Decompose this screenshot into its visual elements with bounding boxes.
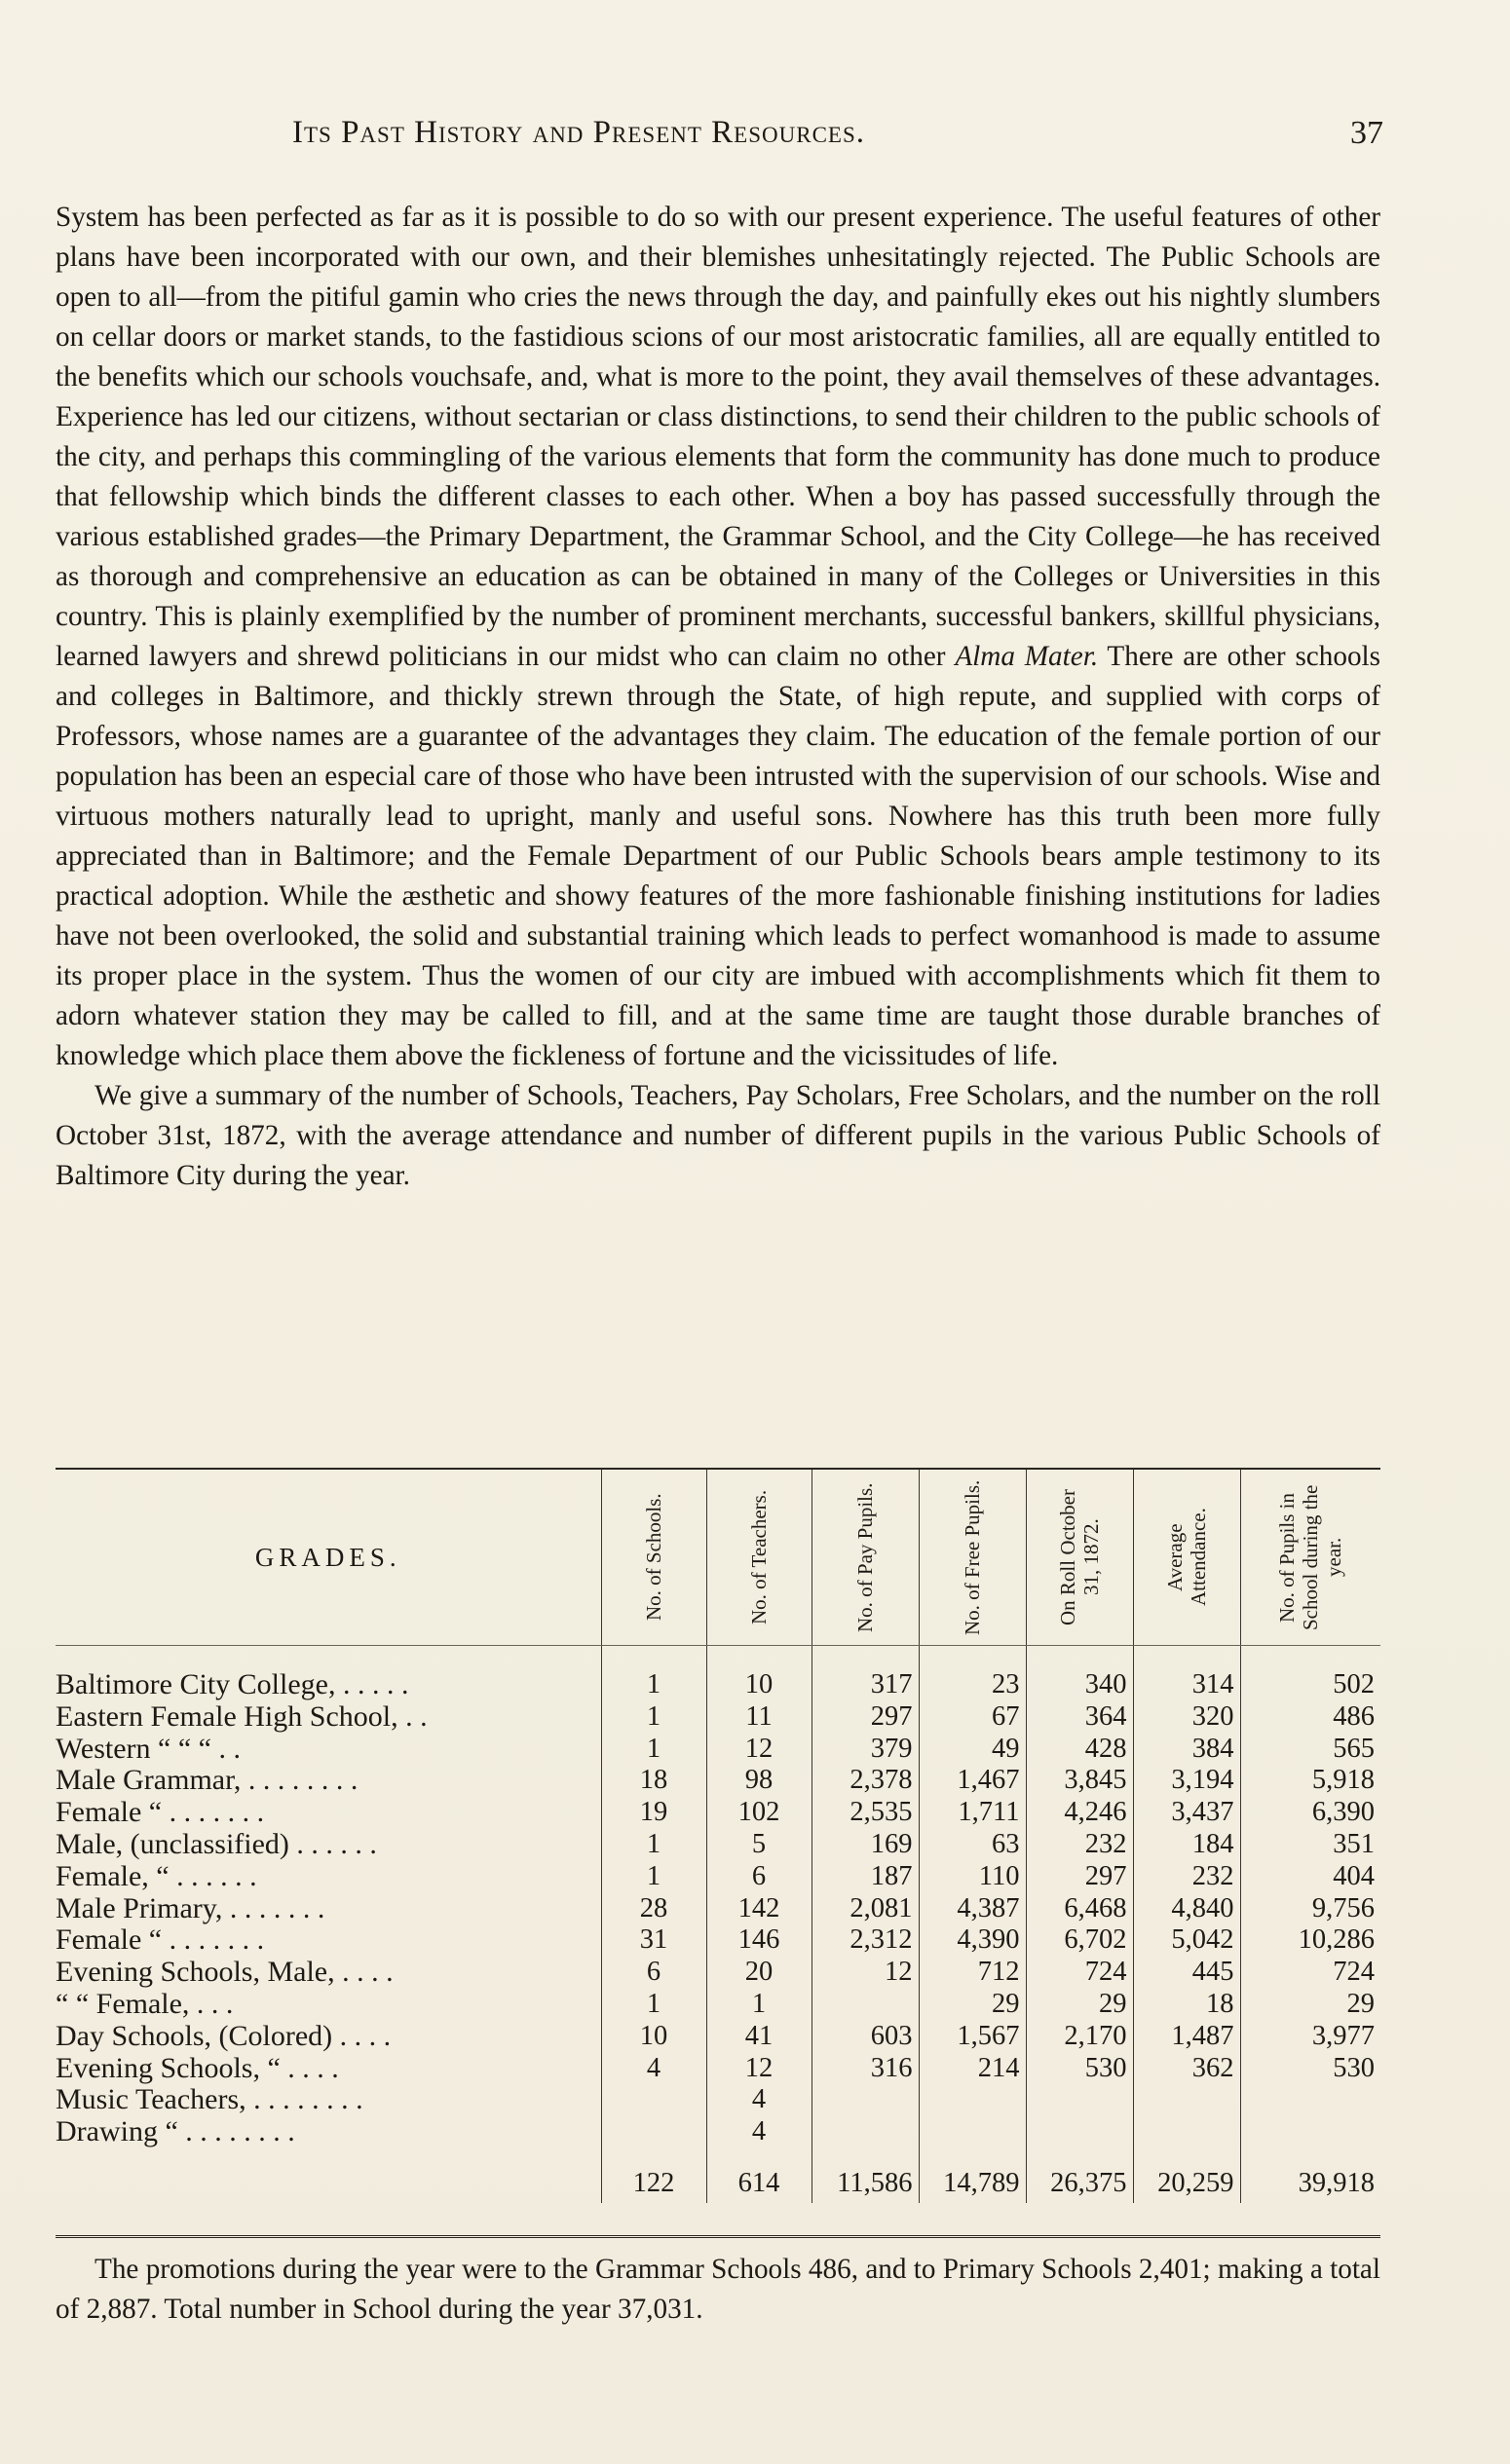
cell-on-roll [1026, 2116, 1133, 2148]
cell-free-pupils: 49 [919, 1734, 1026, 1766]
table-body [56, 1646, 1380, 2203]
cell-pay-pupils [812, 2084, 919, 2116]
grade-label: Female “ . . . . . . . [56, 1924, 265, 1957]
table-row [56, 1765, 1380, 1797]
cell-on-roll: 3,845 [1026, 1765, 1133, 1797]
page-header [292, 115, 1383, 154]
totals-row [56, 2148, 1380, 2203]
cell-pay-pupils: 317 [812, 1646, 919, 1701]
cell-teachers: 142 [706, 1893, 812, 1925]
cell-pupils-during-year [1240, 2084, 1380, 2116]
page-number: 37 [1350, 115, 1383, 151]
cell-free-pupils: 1,567 [919, 2021, 1026, 2053]
cell-pupils-during-year: 29 [1240, 1989, 1380, 2021]
cell-on-roll: 4,246 [1026, 1797, 1133, 1829]
cell-on-roll: 340 [1026, 1646, 1133, 1701]
table-row [56, 2021, 1380, 2053]
cell-pay-pupils: 187 [812, 1861, 919, 1893]
cell-pay-pupils: 379 [812, 1734, 919, 1766]
cell-on-roll: 232 [1026, 1829, 1133, 1861]
cell-pupils-during-year: 530 [1240, 2053, 1380, 2085]
column-header-teachers: No. of Teachers. [706, 1470, 812, 1646]
cell-pay-pupils: 169 [812, 1829, 919, 1861]
cell-schools [601, 2084, 706, 2116]
column-header-schools: No. of Schools. [601, 1470, 706, 1646]
cell-teachers: 11 [706, 1701, 812, 1734]
cell-free-pupils: 214 [919, 2053, 1026, 2085]
grade-label: Male, (unclassified) . . . . . . [56, 1828, 377, 1860]
table-header-row [56, 1470, 1380, 1646]
column-header-pupils-during-year: No. of Pupils in School during the year. [1240, 1470, 1380, 1646]
cell-pay-pupils [812, 1989, 919, 2021]
cell-free-pupils [919, 2084, 1026, 2116]
cell-schools [601, 2116, 706, 2148]
cell-teachers: 4 [706, 2084, 812, 2116]
cell-pupils-during-year: 9,756 [1240, 1893, 1380, 1925]
body-text [56, 198, 1380, 1196]
cell-pay-pupils: 2,378 [812, 1765, 919, 1797]
cell-on-roll: 364 [1026, 1701, 1133, 1734]
cell-free-pupils: 63 [919, 1829, 1026, 1861]
cell-free-pupils: 4,390 [919, 1924, 1026, 1957]
grade-label: Music Teachers, . . . . . . . . [56, 2084, 363, 2116]
cell-schools: 1 [601, 1701, 706, 1734]
cell-schools: 31 [601, 1924, 706, 1957]
cell-average-attendance: 3,194 [1133, 1765, 1240, 1797]
grade-label: “ “ Female, . . . [56, 1988, 234, 2020]
total-average-attendance: 20,259 [1133, 2148, 1240, 2203]
paragraph-1 [56, 198, 1380, 1076]
cell-free-pupils: 1,711 [919, 1797, 1026, 1829]
cell-pupils-during-year: 6,390 [1240, 1797, 1380, 1829]
cell-pupils-during-year: 404 [1240, 1861, 1380, 1893]
grades-table [56, 1470, 1380, 2203]
column-header-on-roll: On Roll October 31, 1872. [1026, 1470, 1133, 1646]
cell-on-roll: 6,468 [1026, 1893, 1133, 1925]
cell-on-roll: 29 [1026, 1989, 1133, 2021]
total-teachers: 614 [706, 2148, 812, 2203]
table-row [56, 1893, 1380, 1925]
cell-schools: 28 [601, 1893, 706, 1925]
cell-free-pupils: 67 [919, 1701, 1026, 1734]
total-pay-pupils: 11,586 [812, 2148, 919, 2203]
cell-free-pupils [919, 2116, 1026, 2148]
grade-label: Male Primary, . . . . . . . [56, 1892, 325, 1924]
cell-schools: 1 [601, 1829, 706, 1861]
grade-label: Day Schools, (Colored) . . . . [56, 2020, 392, 2052]
total-pupils-during-year: 39,918 [1240, 2148, 1380, 2203]
grade-label: Evening Schools, Male, . . . . [56, 1957, 394, 1989]
table-row [56, 1646, 1380, 1701]
cell-schools: 4 [601, 2053, 706, 2085]
cell-free-pupils: 110 [919, 1861, 1026, 1893]
footer-text [56, 2250, 1380, 2330]
cell-pay-pupils: 2,081 [812, 1893, 919, 1925]
table-row [56, 1797, 1380, 1829]
alma-mater-italic: Alma Mater. [955, 641, 1099, 672]
running-title: Its Past History and Present Resources. [292, 115, 866, 150]
table-row [56, 1957, 1380, 1989]
grade-label: Evening Schools, “ . . . . [56, 2052, 339, 2084]
grades-column-header: GRADES. [56, 1470, 601, 1646]
cell-schools: 6 [601, 1957, 706, 1989]
cell-pupils-during-year: 5,918 [1240, 1765, 1380, 1797]
cell-average-attendance: 3,437 [1133, 1797, 1240, 1829]
promotions-paragraph: The promotions during the year were to the Grammar Schools 486, and to Primary Schools 2,401; making a total of 2,887. Total number in School during the year 37,031. [56, 2254, 1380, 2325]
cell-teachers: 1 [706, 1989, 812, 2021]
cell-on-roll [1026, 2084, 1133, 2116]
grade-label: Female, “ . . . . . . [56, 1860, 257, 1892]
cell-teachers: 5 [706, 1829, 812, 1861]
total-on-roll: 26,375 [1026, 2148, 1133, 2203]
cell-pupils-during-year: 565 [1240, 1734, 1380, 1766]
cell-teachers: 12 [706, 2053, 812, 2085]
cell-average-attendance: 362 [1133, 2053, 1240, 2085]
cell-free-pupils: 29 [919, 1989, 1026, 2021]
table-row [56, 1989, 1380, 2021]
table-row [56, 2053, 1380, 2085]
cell-average-attendance [1133, 2084, 1240, 2116]
cell-schools: 19 [601, 1797, 706, 1829]
cell-schools: 1 [601, 1734, 706, 1766]
cell-teachers: 4 [706, 2116, 812, 2148]
cell-average-attendance: 1,487 [1133, 2021, 1240, 2053]
cell-on-roll: 428 [1026, 1734, 1133, 1766]
table-row [56, 2116, 1380, 2148]
table-bottom-rule [56, 2235, 1380, 2242]
grade-label: Eastern Female High School, . . [56, 1700, 428, 1733]
cell-average-attendance: 18 [1133, 1989, 1240, 2021]
cell-pay-pupils: 2,535 [812, 1797, 919, 1829]
cell-schools: 10 [601, 2021, 706, 2053]
cell-average-attendance: 445 [1133, 1957, 1240, 1989]
grades-table-section [56, 1468, 1380, 2242]
column-header-pay-pupils: No. of Pay Pupils. [812, 1470, 919, 1646]
cell-on-roll: 6,702 [1026, 1924, 1133, 1957]
column-header-free-pupils: No. of Free Pupils. [919, 1470, 1026, 1646]
table-row [56, 1701, 1380, 1734]
cell-free-pupils: 712 [919, 1957, 1026, 1989]
cell-average-attendance: 314 [1133, 1646, 1240, 1701]
cell-pupils-during-year: 351 [1240, 1829, 1380, 1861]
grade-label: Baltimore City College, . . . . . [56, 1668, 409, 1700]
cell-pupils-during-year: 10,286 [1240, 1924, 1380, 1957]
grade-label: Drawing “ . . . . . . . . [56, 2116, 295, 2148]
cell-schools: 18 [601, 1765, 706, 1797]
cell-teachers: 20 [706, 1957, 812, 1989]
table-row [56, 1829, 1380, 1861]
cell-on-roll: 2,170 [1026, 2021, 1133, 2053]
cell-pupils-during-year: 502 [1240, 1646, 1380, 1701]
cell-pay-pupils: 603 [812, 2021, 919, 2053]
table-row [56, 1924, 1380, 1957]
cell-pupils-during-year: 724 [1240, 1957, 1380, 1989]
cell-pay-pupils [812, 2116, 919, 2148]
cell-average-attendance: 184 [1133, 1829, 1240, 1861]
cell-pay-pupils: 297 [812, 1701, 919, 1734]
total-free-pupils: 14,789 [919, 2148, 1026, 2203]
total-schools: 122 [601, 2148, 706, 2203]
cell-teachers: 12 [706, 1734, 812, 1766]
cell-on-roll: 724 [1026, 1957, 1133, 1989]
cell-teachers: 146 [706, 1924, 812, 1957]
table-row [56, 1734, 1380, 1766]
cell-schools: 1 [601, 1646, 706, 1701]
paragraph-2: We give a summary of the number of Schools, Teachers, Pay Scholars, Free Scholars, and the number on the roll October 31st, 1872, with the average attendance and number of different pupils in the various Public Schools of Baltimore City during the year. [56, 1080, 1380, 1191]
cell-teachers: 98 [706, 1765, 812, 1797]
cell-average-attendance: 5,042 [1133, 1924, 1240, 1957]
cell-average-attendance: 320 [1133, 1701, 1240, 1734]
paragraph-1-text-a: System has been perfected as far as it is possible to do so with our present experience. The useful features of other plans have been incorporated with our own, and their blemishes unhesitatingly rejected. The Public Schools are open to all—from the pitiful gamin who cries the news through the day, and painfully ekes out his nightly slumbers on cellar doors or market stands, to the fastidious scions of our most aristocratic families, all are equally entitled to the benefits which our schools vouchsafe, and, what is more to the point, they avail themselves of these advantages. Experience has led our citizens, without sectarian or class distinctions, to send their children to the public schools of the city, and perhaps this commingling of the various elements that form the community has done much to produce that fellowship which binds the different classes to each other. When a boy has passed successfully through the various established grades—the Primary Department, the Grammar School, and the City College—he has received as thorough and comprehensive an education as can be obtained in many of the Colleges or Universities in this country. This is plainly exemplified by the number of prominent merchants, successful bankers, skillful physicians, learned lawyers and shrewd politicians in our midst who can claim no other [56, 202, 1380, 672]
cell-on-roll: 530 [1026, 2053, 1133, 2085]
cell-pay-pupils: 12 [812, 1957, 919, 1989]
cell-free-pupils: 4,387 [919, 1893, 1026, 1925]
column-header-average-attendance: Average Attendance. [1133, 1470, 1240, 1646]
cell-on-roll: 297 [1026, 1861, 1133, 1893]
cell-teachers: 41 [706, 2021, 812, 2053]
grade-label: Male Grammar, . . . . . . . . [56, 1765, 359, 1797]
cell-average-attendance [1133, 2116, 1240, 2148]
cell-schools: 1 [601, 1989, 706, 2021]
cell-teachers: 102 [706, 1797, 812, 1829]
table-row [56, 2084, 1380, 2116]
cell-average-attendance: 384 [1133, 1734, 1240, 1766]
totals-label-blank [56, 2148, 601, 2203]
cell-pupils-during-year: 486 [1240, 1701, 1380, 1734]
cell-average-attendance: 4,840 [1133, 1893, 1240, 1925]
cell-teachers: 6 [706, 1861, 812, 1893]
grade-label: Western “ “ “ . . [56, 1733, 241, 1765]
grade-label: Female “ . . . . . . . [56, 1797, 265, 1829]
cell-average-attendance: 232 [1133, 1861, 1240, 1893]
table-row [56, 1861, 1380, 1893]
cell-teachers: 10 [706, 1646, 812, 1701]
cell-free-pupils: 23 [919, 1646, 1026, 1701]
cell-pay-pupils: 2,312 [812, 1924, 919, 1957]
cell-pay-pupils: 316 [812, 2053, 919, 2085]
cell-free-pupils: 1,467 [919, 1765, 1026, 1797]
paragraph-1-text-b: There are other schools and colleges in Baltimore, and thickly strewn through the State, of high repute, and supplied with corps of Professors, whose names are a guarantee of the advantages they claim. The education of the female portion of our population has been an especial care of those who have been intrusted with the supervision of our schools. Wise and virtuous mothers naturally lead to upright, manly and useful sons. Nowhere has this truth been more fully appreciated than in Baltimore; and the Female Department of our Public Schools bears ample testimony to its practical adoption. While the æsthetic and showy features of the more fashionable finishing institutions for ladies have not been overlooked, the solid and substantial training which leads to perfect womanhood is made to assume its proper place in the system. Thus the women of our city are imbued with accomplishments which fit them to adorn whatever station they may be called to fill, and at the same time are taught those durable branches of knowledge which place them above the fickleness of fortune and the vicissitudes of life. [56, 641, 1381, 1071]
cell-pupils-during-year: 3,977 [1240, 2021, 1380, 2053]
cell-pupils-during-year [1240, 2116, 1380, 2148]
cell-schools: 1 [601, 1861, 706, 1893]
